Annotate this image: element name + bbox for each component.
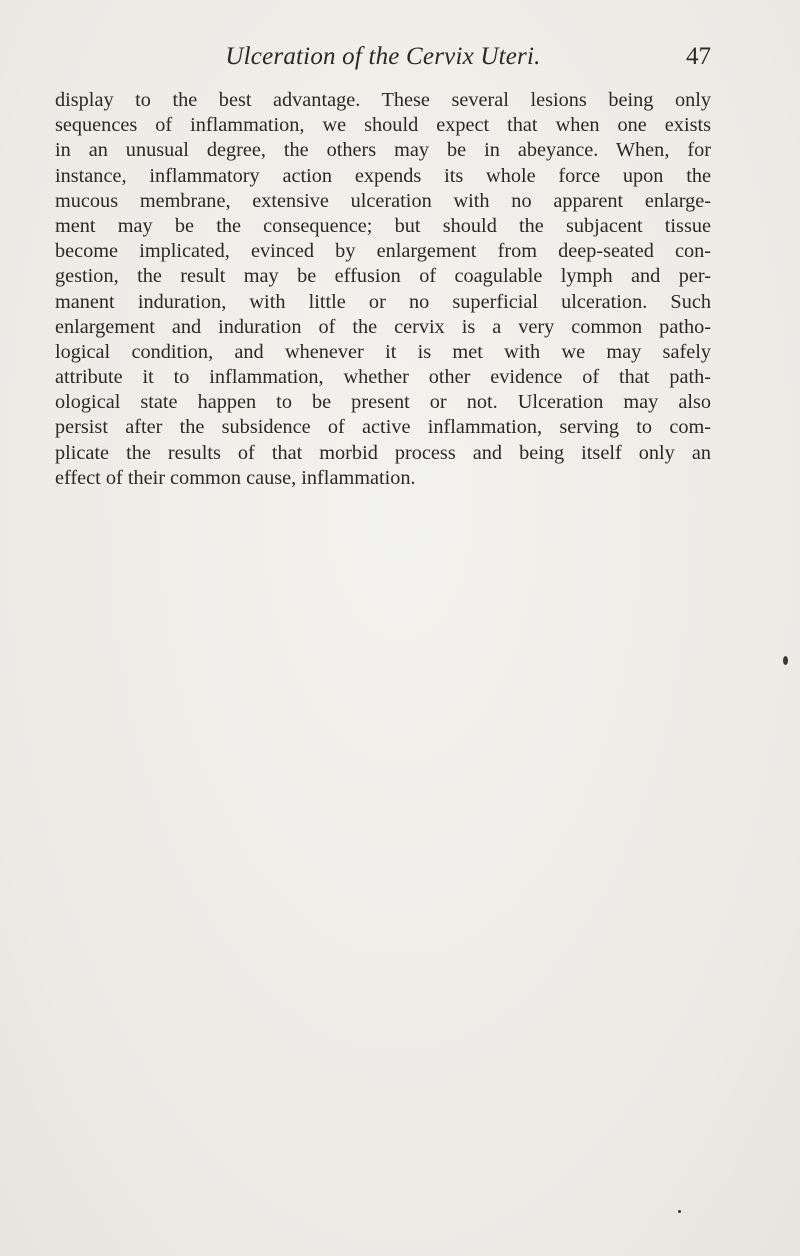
ink-speck xyxy=(678,1210,681,1213)
text-line: gestion, the result may be effusion of coagulable lymph and per- xyxy=(55,265,711,288)
text-line: mucous membrane, extensive ulceration with no apparent enlarge- xyxy=(55,189,711,212)
text-line: attribute it to inflammation, whether other evidence of that path- xyxy=(55,366,711,389)
text-line: ment may be the consequence; but should the subjacent tissue xyxy=(55,214,711,237)
text-line: enlargement and induration of the cervix is a very common patho- xyxy=(55,315,711,338)
running-title: Ulceration of the Cervix Uteri. xyxy=(225,43,541,70)
text-line: display to the best advantage. These several lesions being only xyxy=(55,89,711,111)
text-line: manent induration, with little or no superficial ulceration. Such xyxy=(55,290,711,313)
text-line: in an unusual degree, the others may be in abeyance. When, for xyxy=(55,139,711,162)
text-line: become implicated, evinced by enlargement from deep-seated con- xyxy=(55,240,711,263)
text-line: instance, inflammatory action expends its whole force upon the xyxy=(55,164,711,187)
body-paragraph xyxy=(55,88,711,491)
page-number: 47 xyxy=(686,43,711,70)
ink-speck xyxy=(783,656,788,665)
text-line: sequences of inflammation, we should expect that when one exists xyxy=(55,114,711,137)
text-line: logical condition, and whenever it is met with we may safely xyxy=(55,340,711,363)
text-line: ological state happen to be present or not. Ulceration may also xyxy=(55,391,711,414)
running-head xyxy=(55,40,711,74)
text-line: persist after the subsidence of active inflammation, serving to com- xyxy=(55,416,711,439)
text-line: plicate the results of that morbid process and being itself only an xyxy=(55,441,711,464)
text-line: effect of their common cause, inflammation. xyxy=(55,466,416,489)
